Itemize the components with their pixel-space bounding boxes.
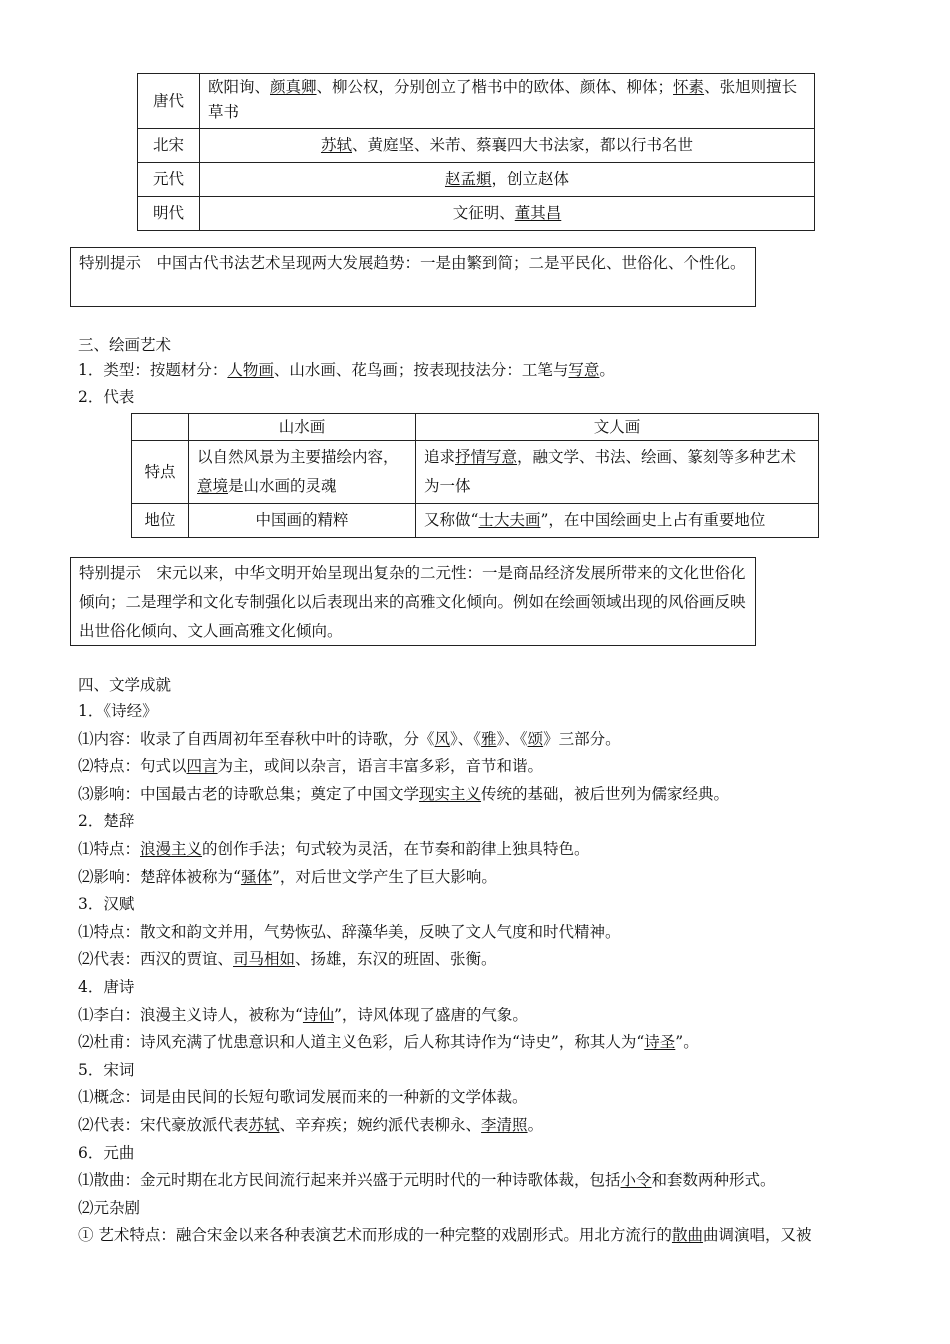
content-cell — [200, 129, 815, 163]
text: ，融文学、书法、绘画、篆刻等多种艺术为一体 — [424, 448, 797, 495]
text: 为主，或间以杂言，语言丰富多彩，音节和谐。 — [217, 757, 544, 775]
content-cell — [200, 197, 815, 231]
text: ”，对后世文学产生了巨大影响。 — [271, 868, 497, 886]
underlined-term: 赵孟頫 — [444, 170, 492, 188]
underlined-term: 董其昌 — [514, 204, 562, 222]
table-header-row — [132, 414, 819, 441]
list-item — [78, 1225, 811, 1245]
underlined-term: 颜真卿 — [270, 78, 317, 96]
list-item — [78, 1115, 543, 1135]
text: ⑵影响：楚辞体被称为“ — [78, 868, 241, 886]
underlined-term: 小令 — [620, 1171, 652, 1189]
underlined-term: 意境 — [197, 477, 229, 495]
underlined-term: 怀素 — [673, 78, 705, 96]
list-item: 5．宋词 — [78, 1061, 135, 1079]
underlined-term: 苏轼 — [320, 136, 352, 154]
text: 追求 — [424, 448, 456, 466]
text: ⑵代表：西汉的贾谊、 — [78, 950, 234, 968]
underlined-term: 士大夫画 — [478, 511, 541, 529]
text: 以自然风景为主要描绘内容， — [197, 448, 399, 466]
underlined-term: 现实主义 — [419, 785, 482, 803]
list-item — [78, 360, 615, 380]
table-cell: 中国画的精粹 — [189, 504, 416, 538]
text: ⑴散曲：金元时期在北方民间流行起来并兴盛于元明时代的一种诗歌体裁，包括 — [78, 1171, 621, 1189]
text: ”。 — [675, 1033, 699, 1051]
table-cell — [189, 441, 416, 504]
text: 曲调演唱，又被 — [702, 1226, 812, 1244]
list-item: ⑴概念：词是由民间的长短句歌词发展而来的一种新的文学体裁。 — [78, 1088, 528, 1106]
section-heading: 三、绘画艺术 — [78, 336, 172, 354]
text: 是山水画的灵魂 — [228, 477, 337, 495]
underlined-term: 颂 — [527, 730, 544, 748]
list-item: 2．楚辞 — [78, 812, 135, 830]
underlined-term: 写意 — [568, 361, 600, 379]
text: 》、《 — [450, 730, 482, 748]
underlined-term: 骚体 — [240, 868, 272, 886]
list-item — [78, 729, 621, 749]
underlined-term: 司马相如 — [233, 950, 296, 968]
underlined-term: 李清照 — [481, 1116, 528, 1134]
table-row — [132, 441, 819, 504]
text: 》三部分。 — [543, 730, 621, 748]
text: ① 艺术特点：融合宋金以来各种表演艺术而形成的一种完整的戏剧形式。用北方流行的 — [78, 1226, 672, 1244]
text: ⑵代表：宋代豪放派代表 — [78, 1116, 249, 1134]
list-item: 1．《诗经》 — [78, 702, 158, 720]
painting-table — [131, 413, 819, 538]
list-item: 3．汉赋 — [78, 895, 135, 913]
underlined-term: 雅 — [481, 730, 497, 748]
text: ⑴特点： — [78, 840, 141, 858]
tip-text: 特别提示 宋元以来，中华文明开始呈现出复杂的二元性：一是商品经济发展所带来的文化世俗化倾向；二是理学和文化专制强化以后表现出来的高雅文化倾向。例如在绘画领域出现的风俗画反映出世俗化倾向、文人画高雅文化倾向。 — [79, 564, 746, 640]
text: 和套数两种形式。 — [651, 1171, 776, 1189]
text: 、张旭则擅长草书 — [208, 78, 798, 121]
column-header: 文人画 — [416, 414, 819, 441]
era-cell: 唐代 — [138, 74, 200, 129]
text: 、扬雄，东汉的班固、张衡。 — [295, 950, 497, 968]
text: 、柳公权，分别创立了楷书中的欧体、颜体、柳体； — [316, 78, 674, 96]
text: 、山水画、花鸟画；按表现技法分：工笔与 — [273, 361, 569, 379]
text: 1．类型：按题材分： — [78, 361, 228, 379]
list-item: 2．代表 — [78, 388, 135, 406]
text: ⑴李白：浪漫主义诗人，被称为“ — [78, 1006, 303, 1024]
text: ⑵杜甫：诗风充满了忧患意识和人道主义色彩，后人称其诗作为“诗史”，称其人为“ — [78, 1033, 645, 1051]
list-item: ⑴特点：散文和韵文并用，气势恢弘、辞藻华美，反映了文人气度和时代精神。 — [78, 923, 621, 941]
text: 》、《 — [496, 730, 528, 748]
table-row — [138, 163, 815, 197]
text: ，创立赵体 — [491, 170, 570, 188]
list-item — [78, 867, 497, 887]
list-item: 6．元曲 — [78, 1144, 135, 1162]
text: 又称做“ — [424, 511, 479, 529]
column-header: 山水画 — [189, 414, 416, 441]
text: ⑶影响：中国最古老的诗歌总集；奠定了中国文学 — [78, 785, 420, 803]
list-item — [78, 949, 497, 969]
table-cell — [416, 441, 819, 504]
list-item — [78, 1170, 776, 1190]
list-item: ⑵元杂剧 — [78, 1199, 141, 1217]
text: 、黄庭坚、米芾、蔡襄四大书法家，都以行书名世 — [352, 136, 694, 154]
empty-header-cell — [132, 414, 189, 441]
era-cell: 元代 — [138, 163, 200, 197]
table-row — [132, 504, 819, 538]
content-cell — [200, 74, 815, 129]
text: 。 — [599, 361, 615, 379]
table-row — [138, 129, 815, 163]
table-cell — [416, 504, 819, 538]
text: 传统的基础，被后世列为儒家经典。 — [481, 785, 730, 803]
text: ⑵特点：句式以 — [78, 757, 187, 775]
tip-box — [70, 557, 756, 646]
row-label: 地位 — [132, 504, 189, 538]
underlined-term: 苏轼 — [248, 1116, 280, 1134]
text: 的创作手法；句式较为灵活，在节奏和韵律上独具特色。 — [202, 840, 590, 858]
underlined-term: 浪漫主义 — [140, 840, 203, 858]
text: 。 — [527, 1116, 544, 1134]
row-label: 特点 — [132, 441, 189, 504]
list-item — [78, 784, 729, 804]
table-row — [138, 74, 815, 129]
underlined-term: 人物画 — [227, 361, 274, 379]
underlined-term: 诗仙 — [302, 1006, 334, 1024]
text: 、辛弃疾；婉约派代表柳永、 — [279, 1116, 482, 1134]
underlined-term: 抒情写意 — [455, 448, 518, 466]
list-item — [78, 756, 543, 776]
text: 欧阳询、 — [208, 78, 271, 96]
list-item — [78, 1032, 699, 1052]
text: ”，在中国绘画史上占有重要地位 — [540, 511, 766, 529]
tip-text: 特别提示 中国古代书法艺术呈现两大发展趋势：一是由繁到简；二是平民化、世俗化、个性化。 — [79, 254, 746, 272]
text: 文征明、 — [452, 204, 515, 222]
era-cell: 明代 — [138, 197, 200, 231]
underlined-term: 散曲 — [671, 1226, 703, 1244]
tip-box — [70, 247, 756, 307]
era-cell: 北宋 — [138, 129, 200, 163]
section-heading: 四、文学成就 — [78, 676, 172, 694]
underlined-term: 风 — [434, 730, 451, 748]
table-row — [138, 197, 815, 231]
content-cell — [200, 163, 815, 197]
text: ”，诗风体现了盛唐的气象。 — [333, 1006, 528, 1024]
list-item — [78, 1005, 528, 1025]
list-item: 4．唐诗 — [78, 978, 135, 996]
list-item — [78, 839, 590, 859]
text: ⑴内容：收录了自西周初年至春秋中叶的诗歌，分《 — [78, 730, 435, 748]
underlined-term: 诗圣 — [644, 1033, 676, 1051]
calligraphy-table — [137, 73, 815, 231]
underlined-term: 四言 — [186, 757, 218, 775]
